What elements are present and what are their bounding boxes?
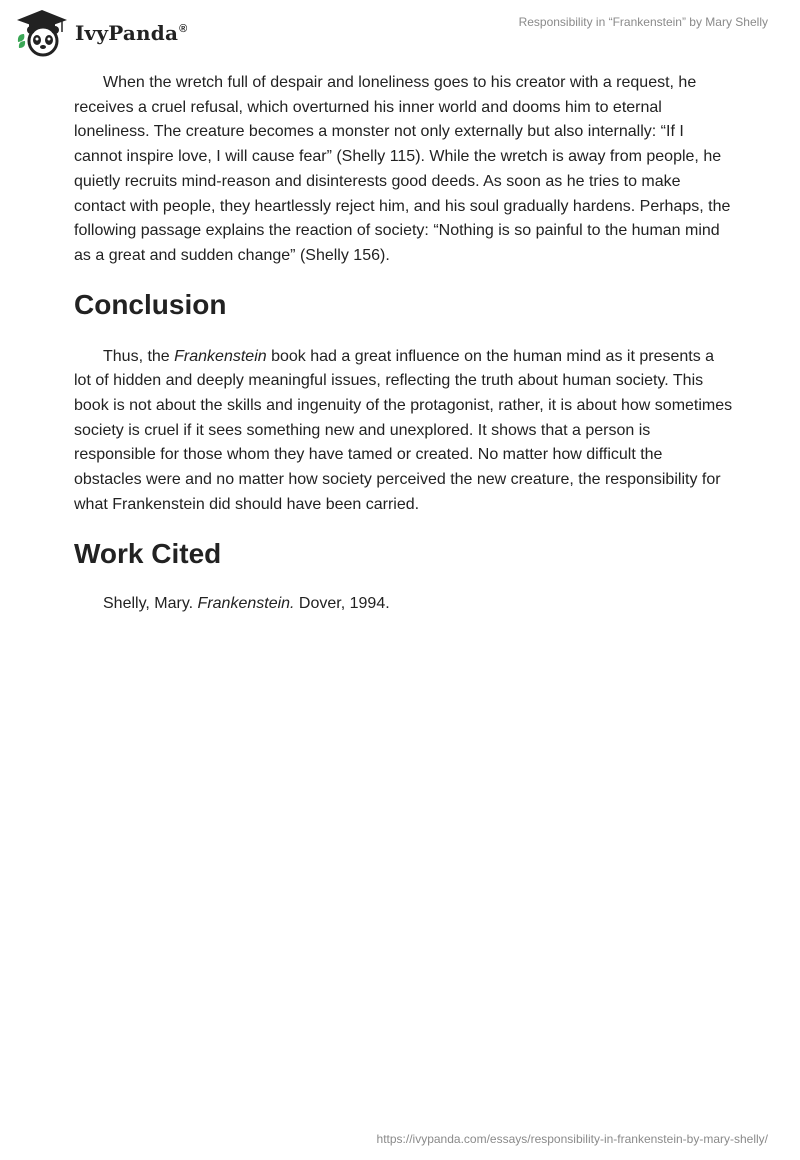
ivypanda-logo[interactable] [15, 8, 187, 58]
book-title-italic: Frankenstein [174, 347, 267, 365]
body-paragraph: When the wretch full of despair and loneliness goes to his creator with a request, he receives a cruel refusal, which overturned his inner world and dooms him to eternal loneliness. The creature becomes a monster not only externally but also internally: “If I cannot inspire love, I will cause fear” (Shelly 115). While the wretch is away from people, he quietly recruits mind-reason and disinterests good deeds. As soon as he tries to make contact with people, they heartlessly reject him, and his soul gradually hardens. Perhaps, the following passage explains the reaction of society: “Nothing is so painful to the human mind as a great and sudden change” (Shelly 156). [74, 74, 731, 264]
registered-mark: ® [179, 23, 188, 36]
document-title: Responsibility in “Frankenstein” by Mary Shelly [518, 15, 768, 29]
source-url-link[interactable]: https://ivypanda.com/essays/responsibility-in-frankenstein-by-mary-shelly/ [376, 1132, 768, 1146]
citation-title: Frankenstein. [197, 594, 295, 612]
page-header [0, 0, 800, 70]
essay-content [74, 71, 734, 616]
citation-entry [74, 592, 734, 617]
conclusion-text-start: Thus, the [103, 347, 175, 365]
conclusion-heading: Conclusion [74, 288, 227, 320]
logo-wordmark: IvyPanda® [75, 21, 188, 45]
citation-publisher: Dover, 1994. [294, 594, 390, 612]
work-cited-heading: Work Cited [74, 537, 222, 569]
panda-graduation-cap-icon [15, 8, 69, 58]
conclusion-text-end: book had a great influence on the human mind as it presents a lot of hidden and deeply meaningful issues, reflecting the truth about human society. This book is not about the skills and ingenuity of the protagonist, rather, it is about how sometimes society is cruel if it sees something new and unexplored. It shows that a person is responsible for those whom they have tamed or created. No matter how difficult the obstacles were and no matter how society perceived the new creature, the responsibility for what Frankenstein did should have been carried. [74, 347, 733, 513]
conclusion-paragraph [74, 345, 734, 518]
citation-author: Shelly, Mary. [103, 594, 198, 612]
